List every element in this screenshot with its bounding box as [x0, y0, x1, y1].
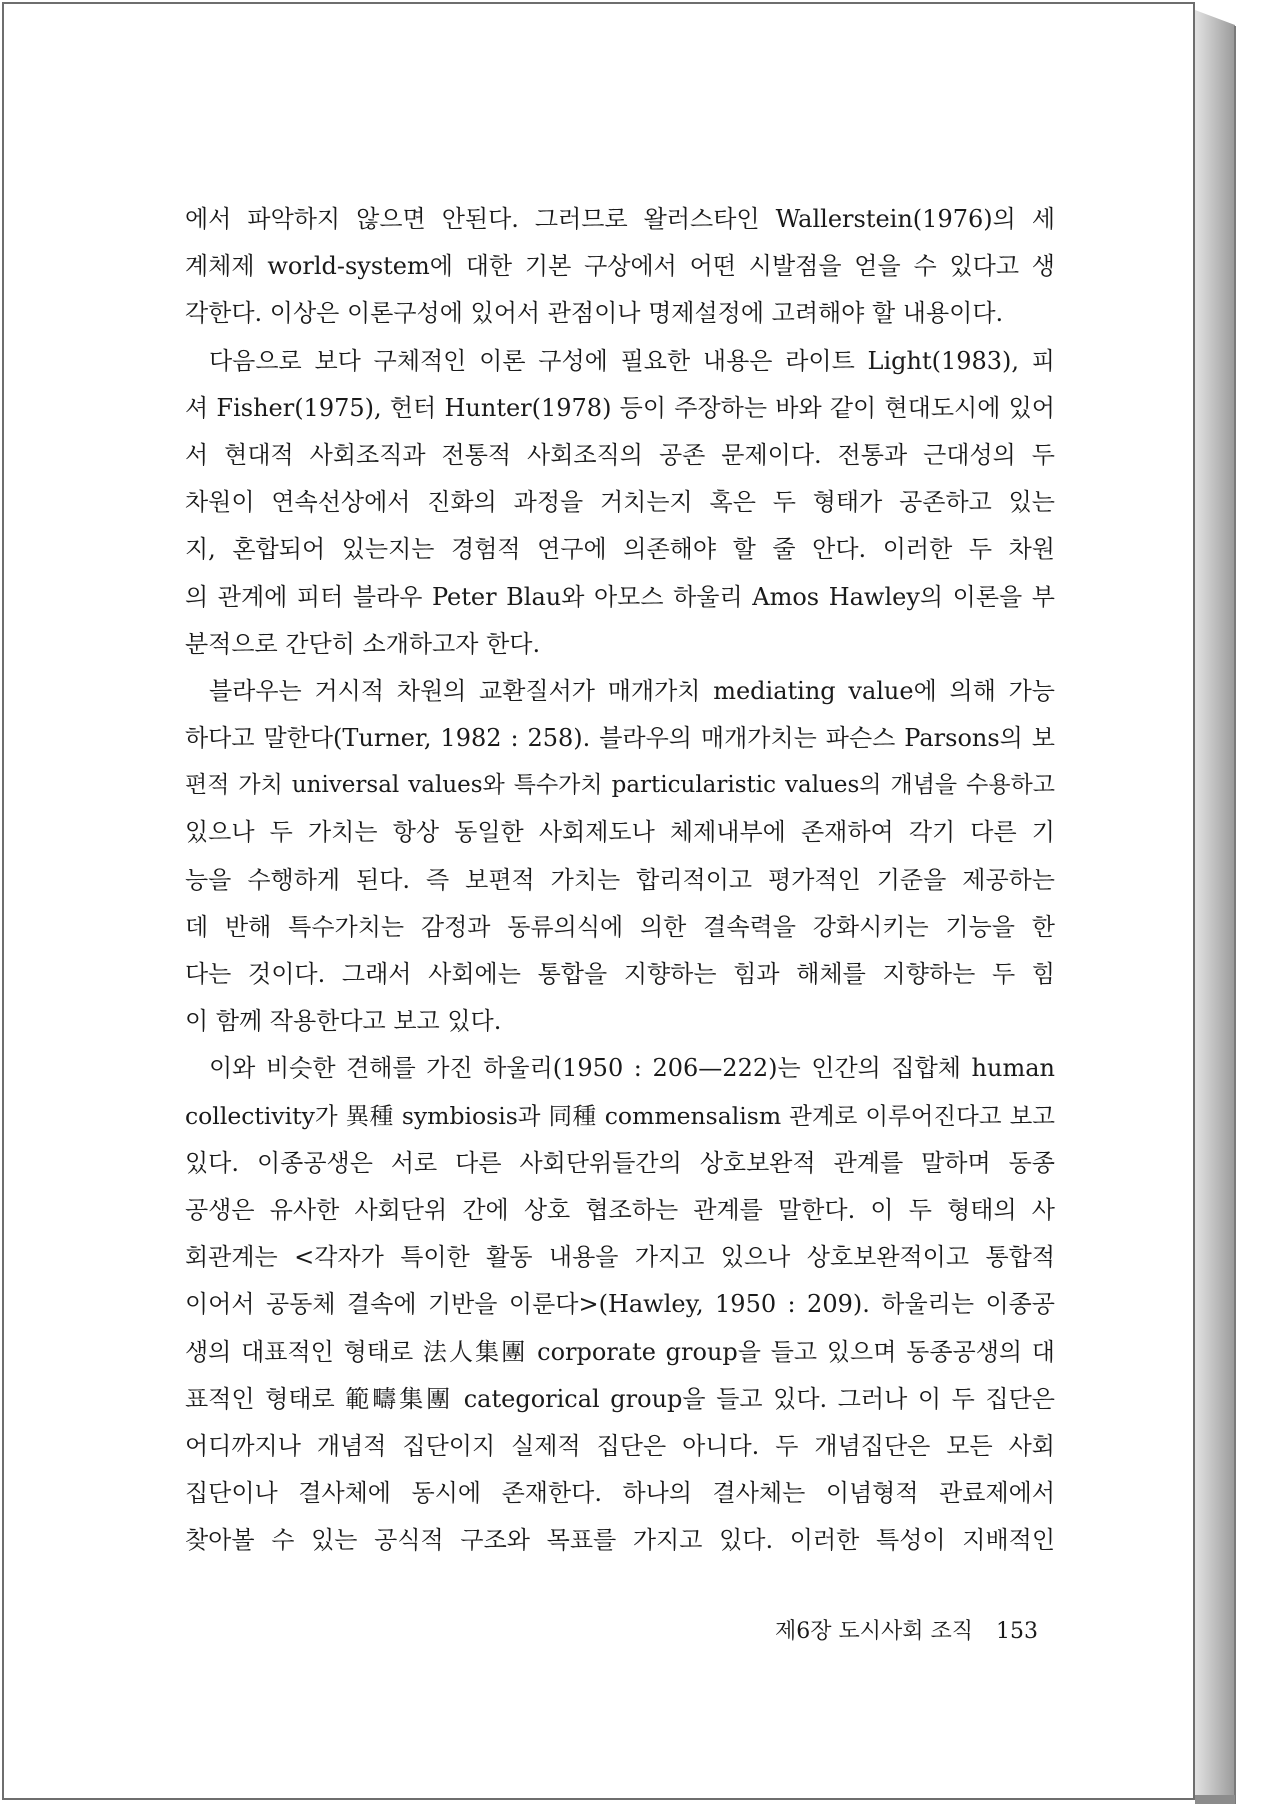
text-line: 다는 것이다. 그래서 사회에는 통합을 지향하는 힘과 해체를 지향하는 두 힘: [185, 960, 1055, 988]
text-line: 하다고 말한다(Turner, 1982 : 258). 블라우의 매개가치는 파슨스 Parsons의 보: [185, 724, 1055, 753]
page-stack-edge-line: [1234, 26, 1236, 1804]
text-line: 서 현대적 사회조직과 전통적 사회조직의 공존 문제이다. 전통과 근대성의 두: [185, 440, 1055, 469]
text-line: 표적인 형태로 範疇集團 categorical group을 들고 있다. 그러나 이 두 집단은: [185, 1384, 1055, 1413]
text-line: 공생은 유사한 사회단위 간에 상호 협조하는 관계를 말한다. 이 두 형태의 사: [185, 1195, 1055, 1224]
text-line: collectivity가 異種 symbiosis과 同種 commensalism 관계로 이루어진다고 보고: [185, 1101, 1055, 1130]
text-line: 다음으로 보다 구체적인 이론 구성에 필요한 내용은 라이트 Light(1983), 피: [209, 346, 1055, 375]
text-line: 편적 가치 universal values와 특수가치 particularistic values의 개념을 수용하고: [185, 772, 1055, 799]
text-line: 블라우는 거시적 차원의 교환질서가 매개가치 mediating value에 의해 가능: [209, 676, 1055, 705]
text-line: 데 반해 특수가치는 감정과 동류의식에 의한 결속력을 강화시키는 기능을 한: [185, 912, 1055, 941]
text-line: 어디까지나 개념적 집단이지 실제적 집단은 아니다. 두 개념집단은 모든 사회: [185, 1431, 1055, 1460]
text-line: 능을 수행하게 된다. 즉 보편적 가치는 합리적이고 평가적인 기준을 제공하는: [185, 865, 1055, 894]
text-line: 계체제 world-system에 대한 기본 구상에서 어떤 시발점을 얻을 수 있다고 생: [185, 252, 1055, 281]
text-line: 회관계는 <각자가 특이한 활동 내용을 가지고 있으나 상호보완적이고 통합적: [185, 1243, 1055, 1272]
text-line: 각한다. 이상은 이론구성에 있어서 관점이나 명제설정에 고려해야 할 내용이다.: [185, 299, 1004, 328]
text-line: 의 관계에 피터 블라우 Peter Blau와 아모스 하울리 Amos Hawley의 이론을 부: [185, 582, 1055, 611]
text-line: 셔 Fisher(1975), 헌터 Hunter(1978) 등이 주장하는 바와 같이 현대도시에 있어: [185, 393, 1055, 422]
page-corner-shadow: [1195, 1795, 1235, 1804]
body-text: [185, 196, 1055, 1564]
text-line: 집단이나 결사체에 동시에 존재한다. 하나의 결사체는 이념형적 관료제에서: [185, 1479, 1055, 1508]
text-line: 이 함께 작용한다고 보고 있다.: [185, 1007, 502, 1036]
text-line: 이와 비슷한 견해를 가진 하울리(1950 : 206—222)는 인간의 집합체 human: [209, 1054, 1055, 1083]
text-line: 에서 파악하지 않으면 안된다. 그러므로 왈러스타인 Wallerstein(1976)의 세: [185, 205, 1055, 233]
text-line: 차원이 연속선상에서 진화의 과정을 거치는지 혹은 두 형태가 공존하고 있는: [185, 488, 1055, 517]
text-line: 분적으로 간단히 소개하고자 한다.: [185, 629, 541, 658]
text-line: 있다. 이종공생은 서로 다른 사회단위들간의 상호보완적 관계를 말하며 동종: [185, 1148, 1055, 1177]
chapter-title: 제6장 도시사회 조직: [775, 1619, 973, 1644]
text-line: 지, 혼합되어 있는지는 경험적 연구에 의존해야 할 줄 안다. 이러한 두 차원: [185, 535, 1055, 564]
text-line: 찾아볼 수 있는 공식적 구조와 목표를 가지고 있다. 이러한 특성이 지배적인: [185, 1526, 1055, 1555]
text-line: 있으나 두 가치는 항상 동일한 사회제도나 체제내부에 존재하여 각기 다른 기: [185, 818, 1055, 847]
page-footer: [775, 1614, 1038, 1645]
text-line: 이어서 공동체 결속에 기반을 이룬다>(Hawley, 1950 : 209). 하울리는 이종공: [185, 1290, 1055, 1319]
text-line: 생의 대표적인 형태로 法人集團 corporate group을 들고 있으며 동종공생의 대: [185, 1337, 1055, 1366]
page-number: 153: [996, 1619, 1038, 1644]
page-stack-edge: [1195, 10, 1235, 1804]
